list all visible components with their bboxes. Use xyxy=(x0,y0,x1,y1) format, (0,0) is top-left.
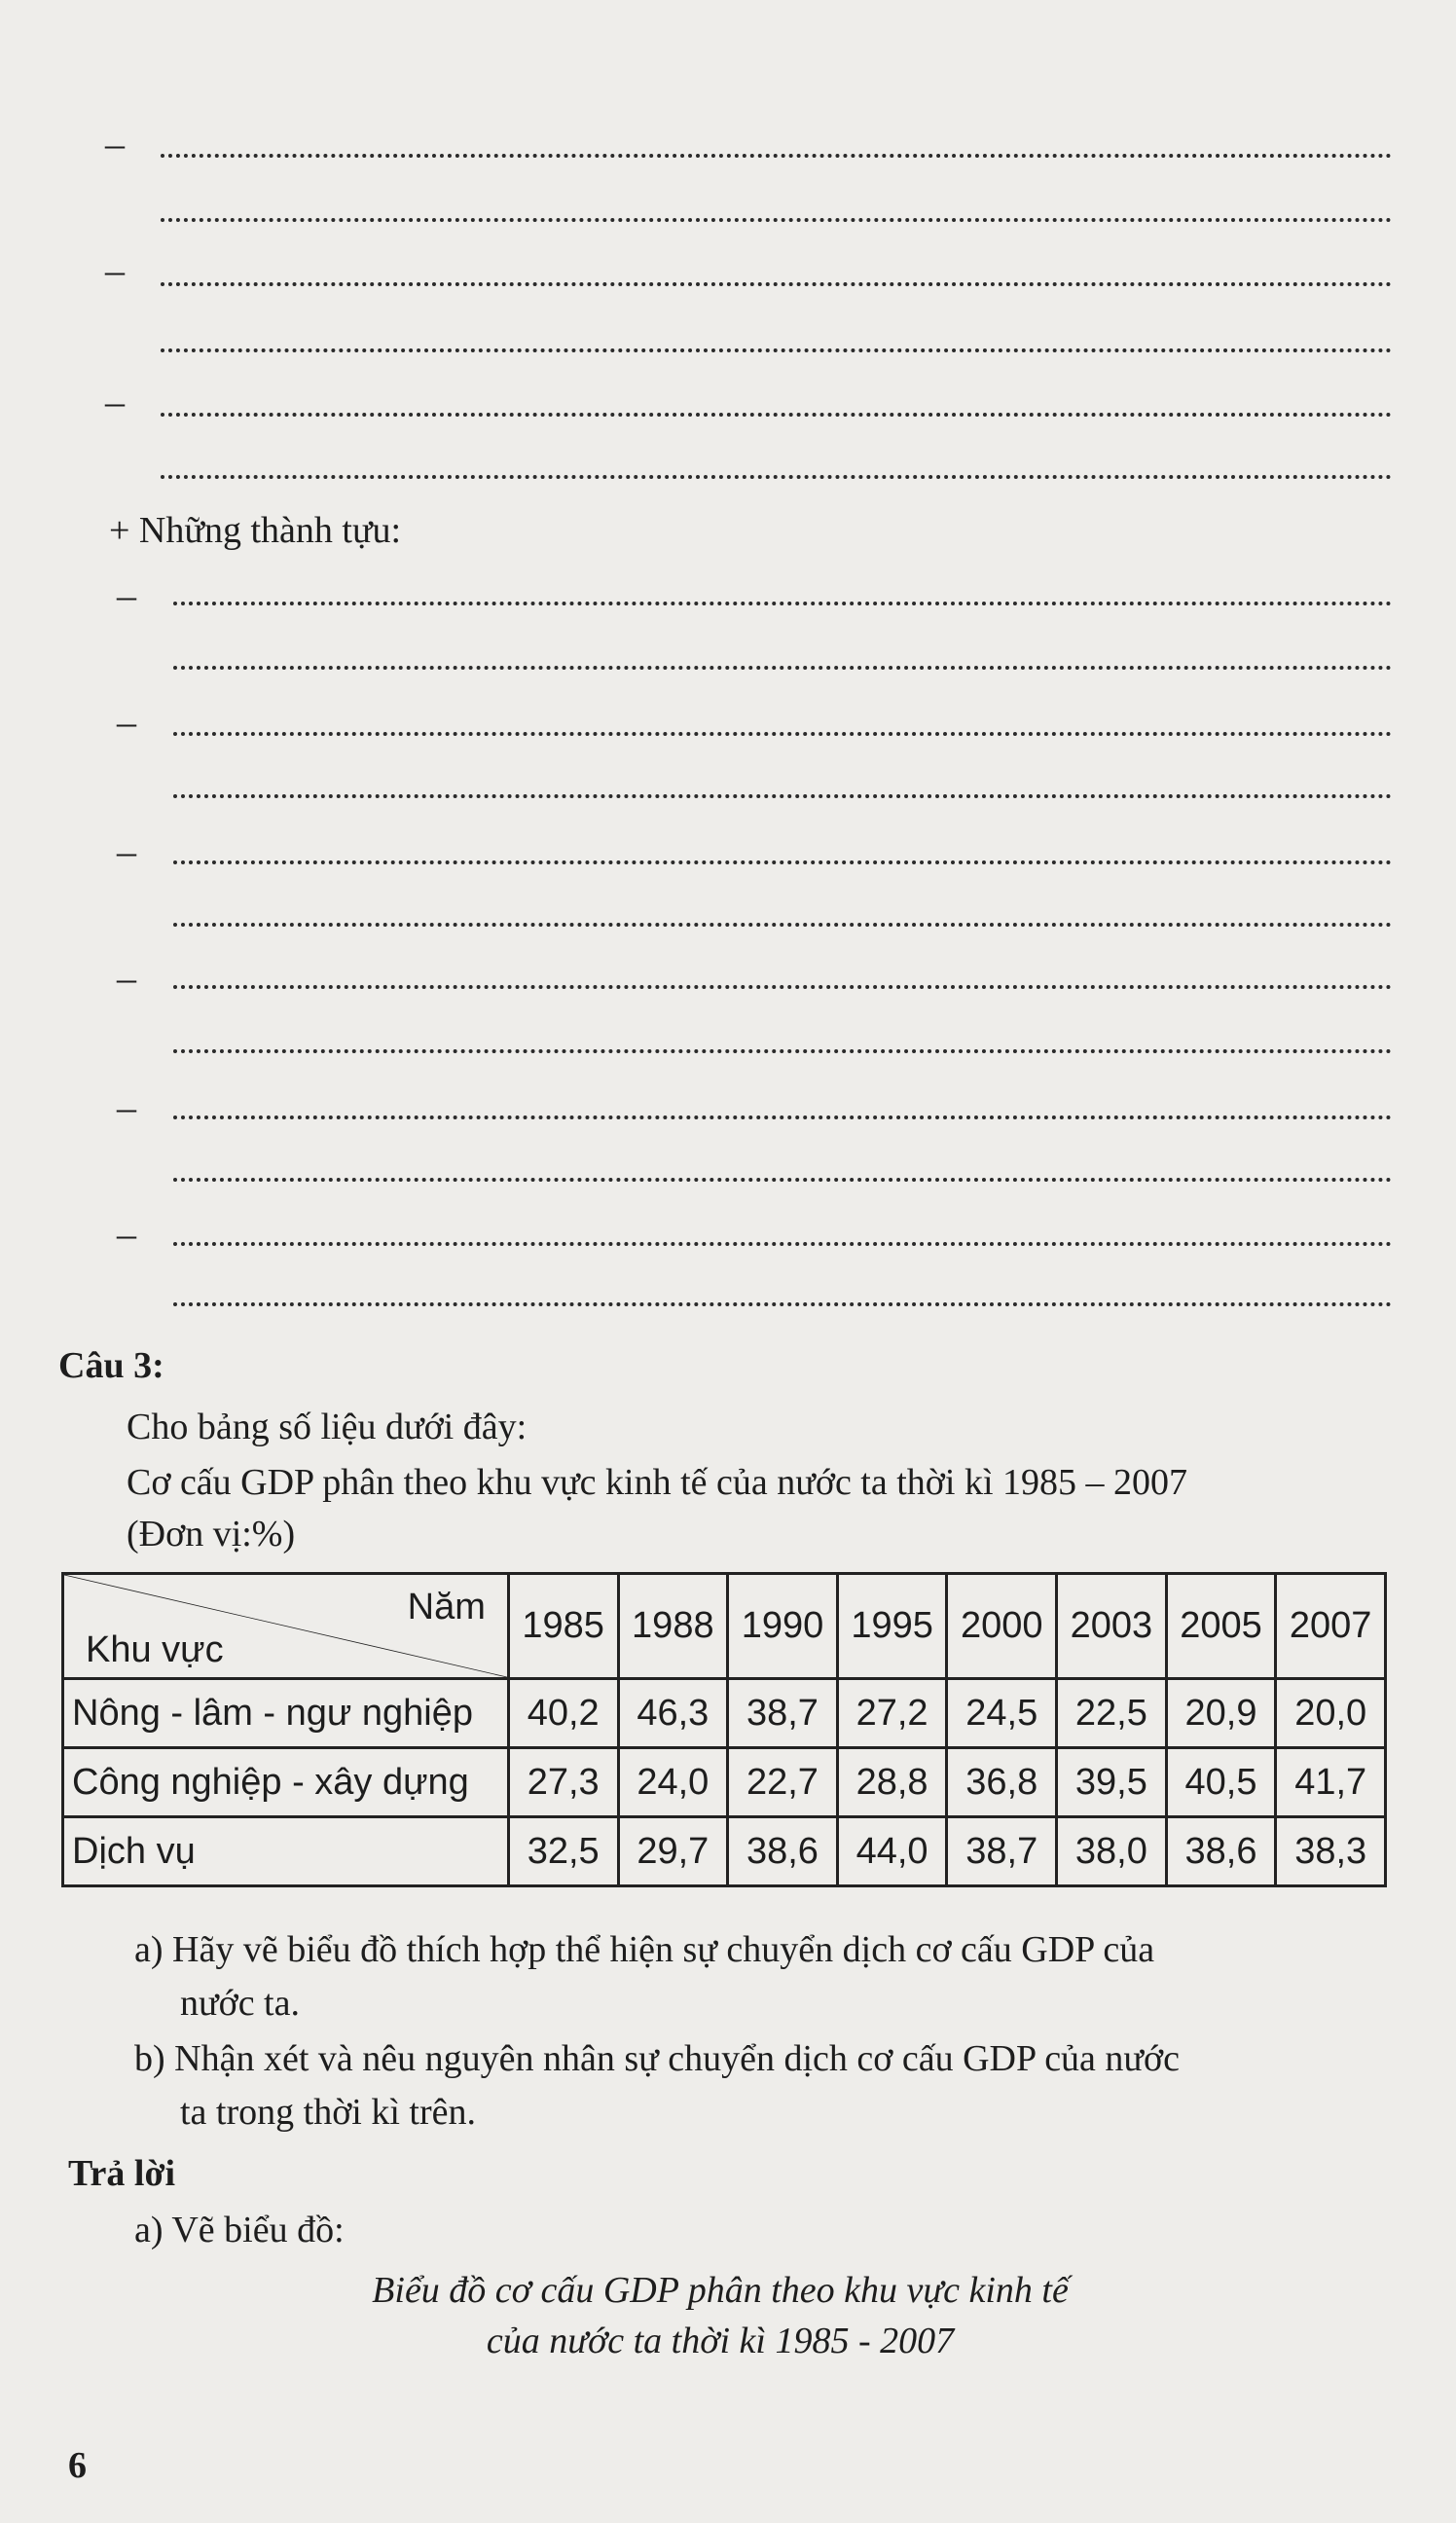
value-cell: 40,2 xyxy=(508,1679,618,1748)
task-a-line1: a) Hãy vẽ biểu đồ thích hợp thể hiện sự chuyển dịch cơ cấu GDP của xyxy=(134,1929,1155,1970)
value-cell: 28,8 xyxy=(837,1748,947,1817)
answer-title: Trả lời xyxy=(68,2153,176,2194)
blank-line[interactable] xyxy=(173,602,1392,605)
chart-caption-line1: Biểu đồ cơ cấu GDP phân theo khu vực kinh tế xyxy=(372,2270,1069,2311)
value-cell: 32,5 xyxy=(508,1817,618,1886)
value-cell: 20,9 xyxy=(1166,1679,1276,1748)
bullet-dash: – xyxy=(117,573,136,617)
bullet-dash: – xyxy=(117,956,136,1000)
blank-line[interactable] xyxy=(173,985,1392,989)
blank-line[interactable] xyxy=(173,666,1392,670)
answer-part-a: a) Vẽ biểu đồ: xyxy=(134,2210,345,2250)
blank-line[interactable] xyxy=(173,732,1392,736)
value-cell: 20,0 xyxy=(1276,1679,1386,1748)
bullet-dash: – xyxy=(105,122,125,165)
year-header: Năm xyxy=(407,1587,486,1627)
blank-line[interactable] xyxy=(173,1302,1392,1306)
year-cell: 2005 xyxy=(1166,1574,1276,1679)
table-row-agriculture xyxy=(63,1679,1386,1748)
blank-line[interactable] xyxy=(161,154,1392,158)
blank-line[interactable] xyxy=(161,413,1392,417)
bullet-dash: – xyxy=(105,380,125,423)
value-cell: 38,3 xyxy=(1276,1817,1386,1886)
task-a-line2: nước ta. xyxy=(180,1983,300,2024)
value-cell: 22,7 xyxy=(728,1748,838,1817)
year-cell: 2007 xyxy=(1276,1574,1386,1679)
year-cell: 1985 xyxy=(508,1574,618,1679)
question-intro: Cho bảng số liệu dưới đây: xyxy=(127,1407,528,1447)
blank-line[interactable] xyxy=(173,1115,1392,1119)
table-row-services xyxy=(63,1817,1386,1886)
value-cell: 36,8 xyxy=(947,1748,1057,1817)
question-title: Câu 3: xyxy=(58,1345,164,1386)
year-cell: 2000 xyxy=(947,1574,1057,1679)
row-label: Nông - lâm - ngư nghiệp xyxy=(63,1679,509,1748)
chart-caption-line2: của nước ta thời kì 1985 - 2007 xyxy=(486,2321,955,2361)
blank-line[interactable] xyxy=(161,475,1392,479)
bullet-dash: – xyxy=(105,248,125,292)
table-title: Cơ cấu GDP phân theo khu vực kinh tế của nước ta thời kì 1985 – 2007 xyxy=(127,1462,1187,1503)
year-cell: 1990 xyxy=(728,1574,838,1679)
year-cell: 1988 xyxy=(618,1574,728,1679)
table-row-industry xyxy=(63,1748,1386,1817)
value-cell: 41,7 xyxy=(1276,1748,1386,1817)
gdp-structure-table xyxy=(61,1572,1387,1887)
blank-line[interactable] xyxy=(173,794,1392,798)
value-cell: 24,0 xyxy=(618,1748,728,1817)
blank-line[interactable] xyxy=(173,1049,1392,1053)
bullet-dash: – xyxy=(117,1085,136,1129)
bullet-dash: – xyxy=(117,1212,136,1256)
value-cell: 27,3 xyxy=(508,1748,618,1817)
value-cell: 40,5 xyxy=(1166,1748,1276,1817)
value-cell: 38,6 xyxy=(1166,1817,1276,1886)
blank-line[interactable] xyxy=(173,923,1392,927)
value-cell: 39,5 xyxy=(1057,1748,1167,1817)
value-cell: 44,0 xyxy=(837,1817,947,1886)
blank-line[interactable] xyxy=(161,218,1392,222)
achievements-label: + Những thành tựu: xyxy=(109,510,402,551)
value-cell: 24,5 xyxy=(947,1679,1057,1748)
value-cell: 38,6 xyxy=(728,1817,838,1886)
blank-line[interactable] xyxy=(173,1178,1392,1182)
value-cell: 29,7 xyxy=(618,1817,728,1886)
blank-line[interactable] xyxy=(173,1242,1392,1246)
row-label: Công nghiệp - xây dựng xyxy=(63,1748,509,1817)
region-header: Khu vực xyxy=(86,1629,224,1670)
unit-label: (Đơn vị:%) xyxy=(127,1514,296,1554)
blank-line[interactable] xyxy=(173,860,1392,864)
bullet-dash: – xyxy=(117,829,136,873)
row-label: Dịch vụ xyxy=(63,1817,509,1886)
year-cell: 2003 xyxy=(1057,1574,1167,1679)
page-number: 6 xyxy=(68,2445,87,2486)
value-cell: 46,3 xyxy=(618,1679,728,1748)
table-corner-header xyxy=(63,1574,509,1679)
value-cell: 38,0 xyxy=(1057,1817,1167,1886)
value-cell: 38,7 xyxy=(728,1679,838,1748)
year-cell: 1995 xyxy=(837,1574,947,1679)
value-cell: 38,7 xyxy=(947,1817,1057,1886)
bullet-dash: – xyxy=(117,700,136,744)
task-b-line1: b) Nhận xét và nêu nguyên nhân sự chuyển dịch cơ cấu GDP của nước xyxy=(134,2038,1180,2079)
blank-line[interactable] xyxy=(161,282,1392,286)
task-b-line2: ta trong thời kì trên. xyxy=(180,2092,476,2133)
value-cell: 27,2 xyxy=(837,1679,947,1748)
blank-line[interactable] xyxy=(161,348,1392,352)
value-cell: 22,5 xyxy=(1057,1679,1167,1748)
